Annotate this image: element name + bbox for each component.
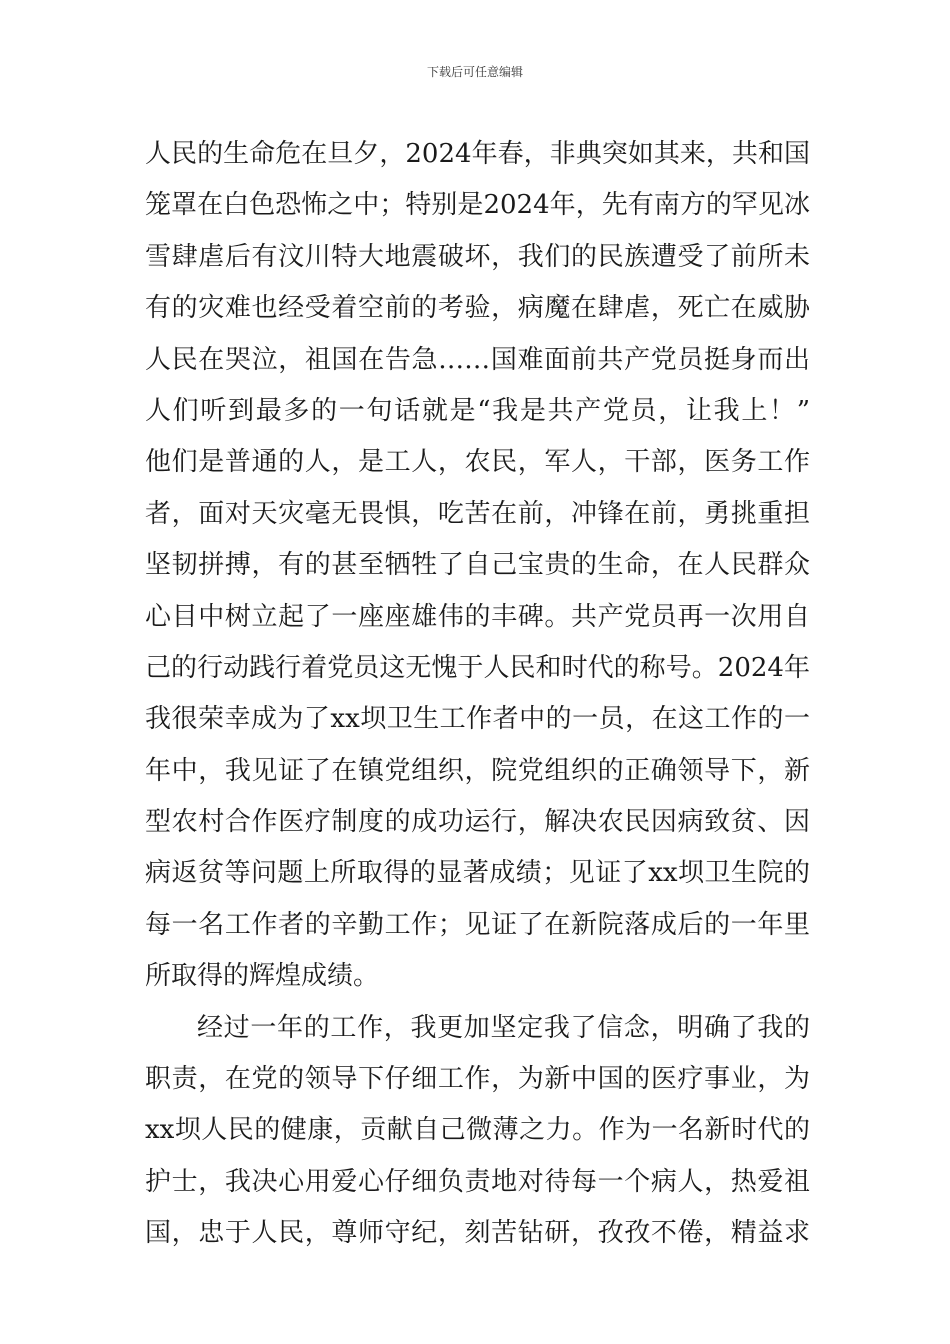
text-line: 有的灾难也经受着空前的考验，病魔在肆虐，死亡在威胁 bbox=[145, 293, 810, 324]
text-line: 我很荣幸成为了xx坝卫生工作者中的一员，在这工作的一 bbox=[145, 704, 810, 735]
text-line: xx坝人民的健康，贡献自己微薄之力。作为一名新时代的 bbox=[145, 1115, 810, 1146]
text-line: 笼罩在白色恐怖之中；特别是2024年，先有南方的罕见冰 bbox=[145, 190, 810, 221]
text-line: 所取得的辉煌成绩。 bbox=[145, 961, 380, 992]
text-line: 病返贫等问题上所取得的显著成绩；见证了xx坝卫生院的 bbox=[145, 858, 810, 889]
text-line: 年中，我见证了在镇党组织，院党组织的正确领导下，新 bbox=[145, 755, 810, 786]
text-line: 人民的生命危在旦夕，2024年春，非典突如其来，共和国 bbox=[145, 139, 810, 169]
text-line: 者，面对天灾毫无畏惧，吃苦在前，冲锋在前，勇挑重担 bbox=[145, 498, 810, 529]
text-line: 他们是普通的人，是工人，农民，军人，干部，医务工作 bbox=[145, 447, 810, 478]
page-header: 下载后可任意编辑 bbox=[426, 65, 523, 79]
text-line: 型农村合作医疗制度的成功运行，解决农民因病致贫、因 bbox=[145, 807, 810, 838]
text-line: 心目中树立起了一座座雄伟的丰碑。共产党员再一次用自 bbox=[145, 601, 810, 632]
document-body bbox=[145, 129, 810, 1260]
text-line: 己的行动践行着党员这无愧于人民和时代的称号。2024年 bbox=[145, 652, 810, 683]
text-line: 雪肆虐后有汶川特大地震破坏，我们的民族遭受了前所未 bbox=[145, 241, 810, 272]
text-line: 护士，我决心用爱心仔细负责地对待每一个病人，热爱祖 bbox=[145, 1166, 810, 1197]
text-line: 坚韧拼搏，有的甚至牺牲了自己宝贵的生命，在人民群众 bbox=[145, 550, 810, 581]
text-line: 职责，在党的领导下仔细工作，为新中国的医疗事业，为 bbox=[145, 1064, 810, 1095]
text-line: 国，忠于人民，尊师守纪，刻苦钻研，孜孜不倦，精益求 bbox=[145, 1218, 810, 1249]
text-line: 经过一年的工作，我更加坚定我了信念，明确了我的 bbox=[197, 1012, 810, 1043]
text-line: 人民在哭泣，祖国在告急……国难面前共产党员挺身而出 bbox=[145, 344, 810, 375]
text-line: 人们听到最多的一句话就是“我是共产党员，让我上！” bbox=[145, 395, 810, 426]
text-line: 每一名工作者的辛勤工作；见证了在新院落成后的一年里 bbox=[145, 909, 810, 940]
